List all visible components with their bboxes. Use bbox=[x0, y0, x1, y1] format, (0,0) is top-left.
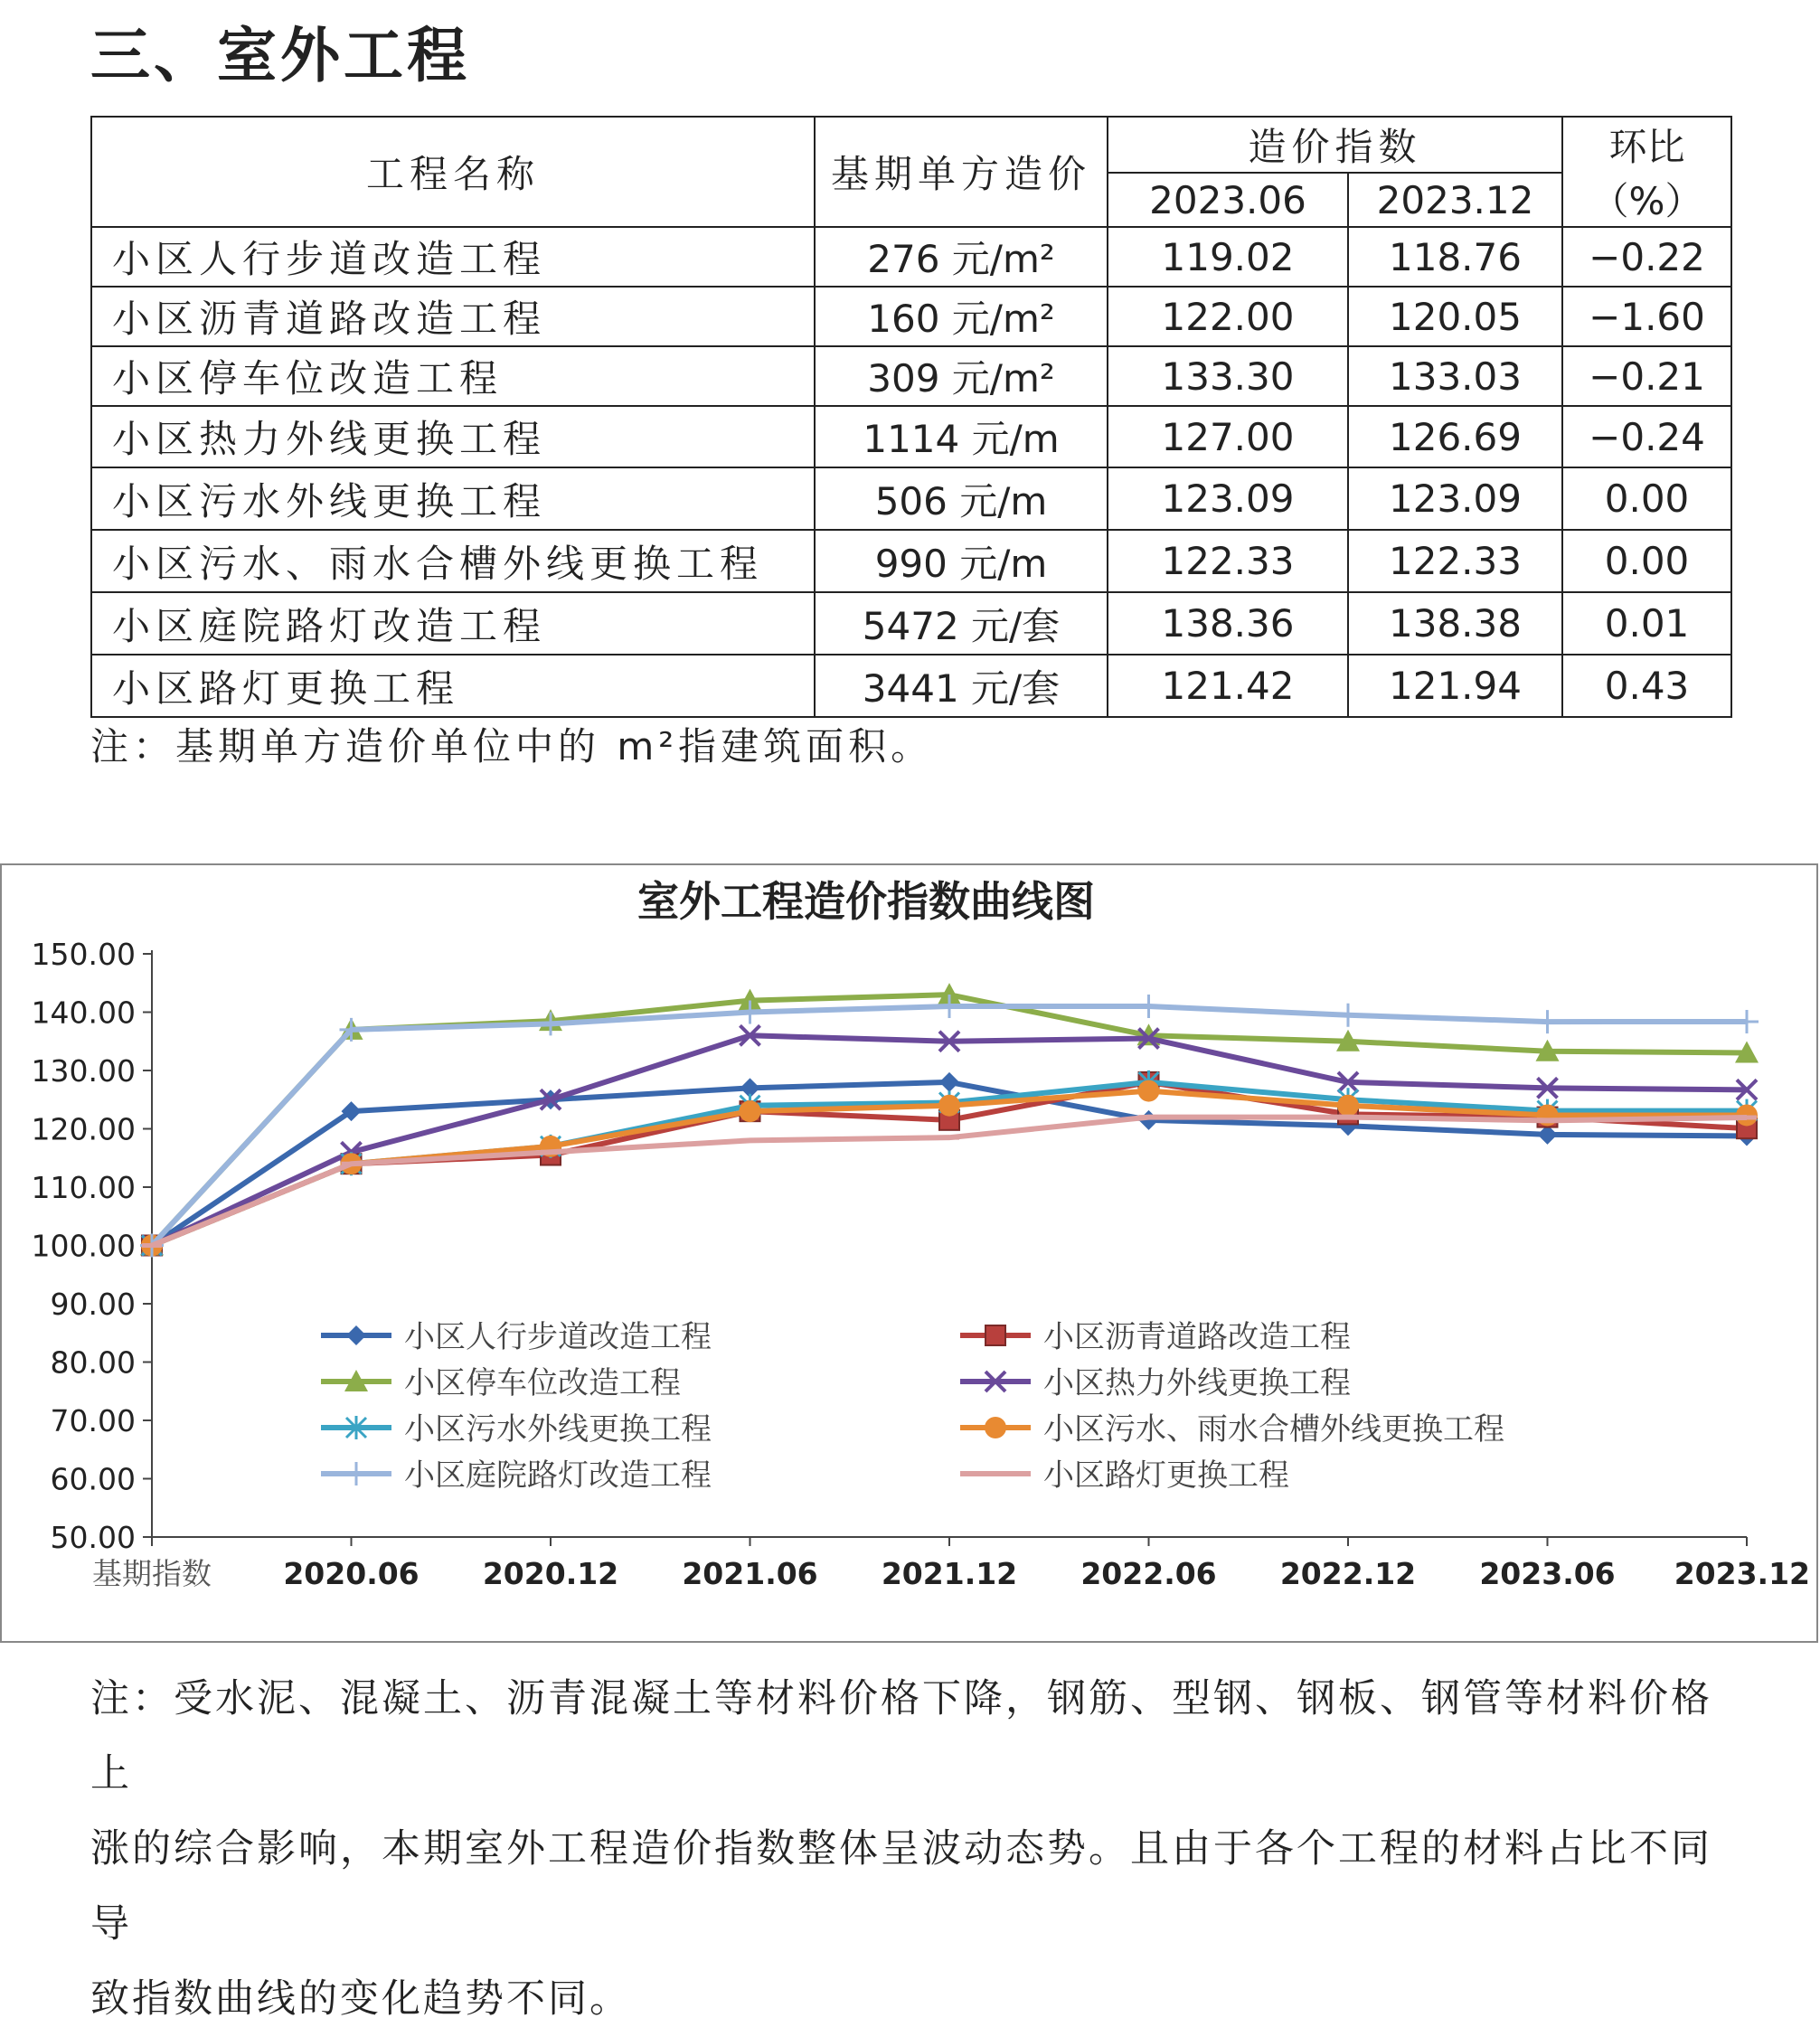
legend-label: 小区庭院路灯改造工程 bbox=[404, 1457, 712, 1494]
cell-p2: 118.76 bbox=[1348, 227, 1562, 287]
table-note: 注：基期单方造价单位中的 m²指建筑面积。 bbox=[90, 724, 934, 769]
y-tick-label: 130.00 bbox=[31, 1053, 136, 1089]
table-row bbox=[91, 346, 1731, 406]
y-tick-label: 60.00 bbox=[50, 1461, 136, 1497]
x-tick-label: 2021.12 bbox=[881, 1556, 1018, 1591]
y-tick-label: 70.00 bbox=[50, 1403, 136, 1438]
x-tick-label: 2022.12 bbox=[1279, 1556, 1417, 1591]
cell-p1: 122.00 bbox=[1108, 287, 1348, 346]
x-tick-label: 2021.06 bbox=[682, 1556, 818, 1591]
data-point bbox=[539, 1012, 562, 1035]
chart-note bbox=[90, 1662, 1745, 2037]
cell-p1: 122.33 bbox=[1108, 530, 1348, 592]
col-header-ratio-line1: 环比 bbox=[1608, 125, 1685, 169]
section-heading: 三、室外工程 bbox=[90, 21, 470, 90]
cell-p2: 138.38 bbox=[1348, 592, 1562, 655]
x-tick-label: 2023.06 bbox=[1479, 1556, 1616, 1591]
col-header-period-1: 2023.06 bbox=[1108, 173, 1348, 227]
col-header-name: 工程名称 bbox=[91, 117, 815, 227]
cell-p2: 126.69 bbox=[1348, 406, 1562, 467]
table-row bbox=[91, 530, 1731, 592]
cell-p2: 121.94 bbox=[1348, 655, 1562, 717]
legend-marker bbox=[346, 1325, 366, 1345]
cell-p1: 119.02 bbox=[1108, 227, 1348, 287]
x-tick-label: 2020.12 bbox=[482, 1556, 619, 1591]
cell-p2: 123.09 bbox=[1348, 467, 1562, 530]
cell-base: 309 元/m² bbox=[815, 346, 1108, 406]
cell-p2: 122.33 bbox=[1348, 530, 1562, 592]
table-row bbox=[91, 287, 1731, 346]
legend-marker bbox=[985, 1417, 1006, 1438]
y-tick-label: 50.00 bbox=[50, 1520, 136, 1555]
series-line bbox=[152, 1035, 1747, 1245]
data-point bbox=[1137, 995, 1161, 1018]
cell-base: 5472 元/套 bbox=[815, 592, 1108, 655]
cell-name: 小区污水外线更换工程 bbox=[91, 467, 815, 530]
x-tick-label: 2023.12 bbox=[1674, 1556, 1810, 1591]
table-row bbox=[91, 406, 1731, 467]
y-tick-label: 120.00 bbox=[31, 1111, 136, 1147]
cell-base: 276 元/m² bbox=[815, 227, 1108, 287]
data-point bbox=[938, 1095, 960, 1117]
col-header-ratio bbox=[1562, 117, 1731, 227]
y-tick-label: 110.00 bbox=[31, 1170, 136, 1205]
data-point bbox=[740, 1100, 761, 1122]
cell-p1: 121.42 bbox=[1108, 655, 1348, 717]
data-point bbox=[939, 1072, 959, 1092]
cell-p1: 123.09 bbox=[1108, 467, 1348, 530]
chart-note-line: 致指数曲线的变化趋势不同。 bbox=[90, 1976, 631, 2022]
data-point bbox=[1536, 1010, 1560, 1033]
cell-name: 小区人行步道改造工程 bbox=[91, 227, 815, 287]
index-line-chart bbox=[0, 863, 1818, 1643]
cell-p2: 133.03 bbox=[1348, 346, 1562, 406]
cell-p2: 120.05 bbox=[1348, 287, 1562, 346]
data-point bbox=[1336, 1004, 1360, 1027]
legend-label: 小区热力外线更换工程 bbox=[1043, 1365, 1351, 1401]
cell-base: 3441 元/套 bbox=[815, 655, 1108, 717]
cell-name: 小区热力外线更换工程 bbox=[91, 406, 815, 467]
y-tick-label: 100.00 bbox=[31, 1228, 136, 1264]
price-index-table bbox=[90, 116, 1732, 718]
cell-ratio: −1.60 bbox=[1562, 287, 1731, 346]
table-row bbox=[91, 655, 1731, 717]
data-point bbox=[1337, 1095, 1359, 1117]
cell-ratio: 0.43 bbox=[1562, 655, 1731, 717]
cell-base: 990 元/m bbox=[815, 530, 1108, 592]
chart-note-line: 涨的综合影响，本期室外工程造价指数整体呈波动态势。且由于各个工程的材料占比不同导 bbox=[90, 1826, 1712, 1947]
cell-name: 小区路灯更换工程 bbox=[91, 655, 815, 717]
cell-base: 1114 元/m bbox=[815, 406, 1108, 467]
cell-p1: 133.30 bbox=[1108, 346, 1348, 406]
cell-ratio: −0.21 bbox=[1562, 346, 1731, 406]
cell-ratio: −0.22 bbox=[1562, 227, 1731, 287]
x-tick-label: 2022.06 bbox=[1080, 1556, 1217, 1591]
col-header-ratio-line2: （%） bbox=[1590, 179, 1703, 223]
legend-label: 小区路灯更换工程 bbox=[1043, 1457, 1289, 1494]
y-tick-label: 140.00 bbox=[31, 995, 136, 1031]
col-header-index: 造价指数 bbox=[1108, 117, 1562, 173]
data-point bbox=[1735, 1010, 1759, 1033]
cell-base: 160 元/m² bbox=[815, 287, 1108, 346]
cell-name: 小区停车位改造工程 bbox=[91, 346, 815, 406]
cell-ratio: 0.00 bbox=[1562, 530, 1731, 592]
chart-title: 室外工程造价指数曲线图 bbox=[637, 877, 1095, 926]
cell-name: 小区沥青道路改造工程 bbox=[91, 287, 815, 346]
table-row bbox=[91, 227, 1731, 287]
legend-label: 小区污水外线更换工程 bbox=[404, 1411, 712, 1448]
col-header-period-2: 2023.12 bbox=[1348, 173, 1562, 227]
y-tick-label: 90.00 bbox=[50, 1287, 136, 1322]
cell-p1: 138.36 bbox=[1108, 592, 1348, 655]
legend-marker bbox=[985, 1325, 1005, 1345]
legend-marker bbox=[344, 1462, 368, 1485]
cell-name: 小区庭院路灯改造工程 bbox=[91, 592, 815, 655]
legend-label: 小区停车位改造工程 bbox=[404, 1365, 681, 1401]
table-row bbox=[91, 592, 1731, 655]
col-header-base-price: 基期单方造价 bbox=[815, 117, 1108, 227]
cell-p1: 127.00 bbox=[1108, 406, 1348, 467]
chart-note-line: 注：受水泥、混凝土、沥青混凝土等材料价格下降，钢筋、型钢、钢板、钢管等材料价格上 bbox=[90, 1676, 1712, 1797]
legend-label: 小区人行步道改造工程 bbox=[404, 1319, 712, 1355]
cell-ratio: 0.00 bbox=[1562, 467, 1731, 530]
cell-base: 506 元/m bbox=[815, 467, 1108, 530]
y-tick-label: 80.00 bbox=[50, 1344, 136, 1381]
cell-ratio: 0.01 bbox=[1562, 592, 1731, 655]
y-tick-label: 150.00 bbox=[31, 937, 136, 972]
legend-label: 小区污水、雨水合槽外线更换工程 bbox=[1043, 1411, 1504, 1448]
x-tick-label: 基期指数 bbox=[92, 1556, 212, 1591]
table-row bbox=[91, 467, 1731, 530]
legend-label: 小区沥青道路改造工程 bbox=[1043, 1319, 1351, 1355]
cell-ratio: −0.24 bbox=[1562, 406, 1731, 467]
data-point bbox=[1138, 1080, 1160, 1102]
x-tick-label: 2020.06 bbox=[283, 1556, 420, 1591]
cell-name: 小区污水、雨水合槽外线更换工程 bbox=[91, 530, 815, 592]
